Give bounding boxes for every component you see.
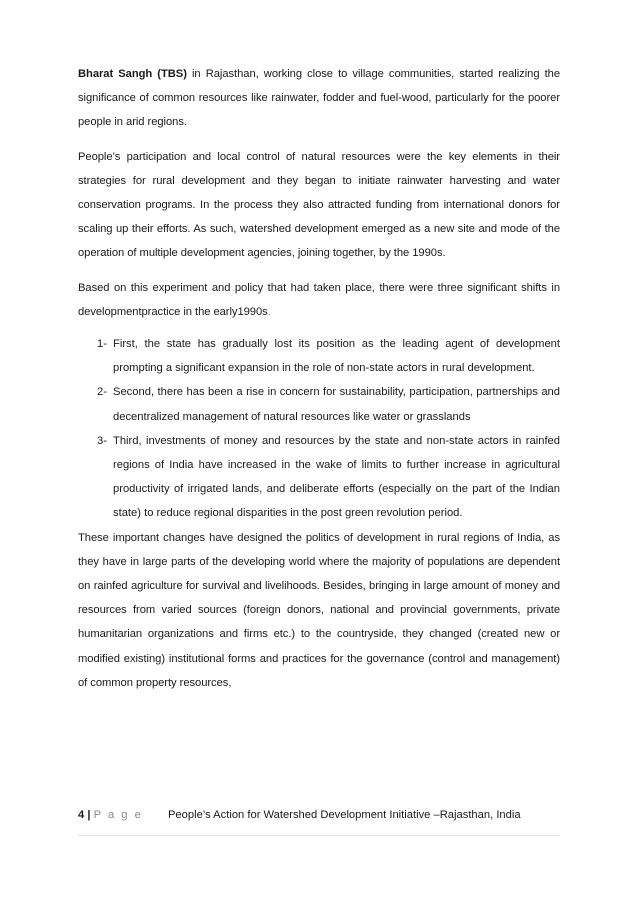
paragraph-shifts-intro <box>78 276 560 324</box>
document-body <box>78 62 560 695</box>
list-number: 2- <box>97 386 107 399</box>
paragraph-intro-text: in Rajasthan, working close to village communities, started realizing the significance of common resources like rainwater, fodder and fuel-wood, particularly for the poorer people in arid regions. <box>78 68 561 129</box>
list-item-text: Second, there has been a rise in concern for sustainability, participation, partnerships and decentralized management of natural resources like water or grasslands <box>113 386 560 423</box>
organization-name: Bharat Sangh (TBS) <box>78 68 187 80</box>
list-item-text: Third, investments of money and resources by the state and non-state actors in rainfed regions of India have increased in the wake of limits to further increase in agricultural productivity of irrigated lands, and deliberate efforts (especially on the part of the Indian state) to reduce regional disparities in the post green revolution period. <box>113 434 560 520</box>
list-number: 1- <box>97 338 107 351</box>
page-footer <box>78 803 560 836</box>
paragraph-shifts-intro-text: Based on this experiment and policy that had taken place, there were three significant shifts in developmentpractice in the early1990s <box>78 281 560 318</box>
page-number: 4 <box>78 809 85 821</box>
list-item <box>78 332 560 380</box>
list-number: 3- <box>97 434 107 447</box>
list-item <box>78 380 560 428</box>
list-item <box>78 429 560 526</box>
footer-separator: | <box>87 809 91 821</box>
list-item-text: First, the state has gradually lost its position as the leading agent of development prompting a significant expansion in the role of non-state actors in rural development. <box>113 338 560 375</box>
shifts-list <box>78 332 560 526</box>
colored-period: . <box>267 305 271 318</box>
paragraph-participation: People’s participation and local control of natural resources were the key elements in their strategies for rural development and they began to initiate rainwater harvesting and water conservation programs. In the process they also attracted funding from international donors for scaling up their efforts. As such, watershed development emerged as a new site and mode of the operation of multiple development agencies, joining together, by the 1990s. <box>78 150 560 260</box>
paragraph-intro <box>78 62 560 135</box>
paragraph-politics: These important changes have designed the politics of development in rural regions of India, as they have in large parts of the developing world where the majority of populations are dependent on rainfed agriculture for survival and livelihoods. Besides, bringing in large amount of money and resources from varied sources (foreign donors, national and provincial governments, private humanitarian organizations and firms etc.) to the countryside, they changed (created new or modified existing) institutional forms and practices for the governance (control and management) of common property resources, <box>78 531 560 689</box>
footer-title: People’s Action for Watershed Development Initiative –Rajasthan, India <box>167 809 521 821</box>
page-label: P a g e <box>93 809 143 821</box>
